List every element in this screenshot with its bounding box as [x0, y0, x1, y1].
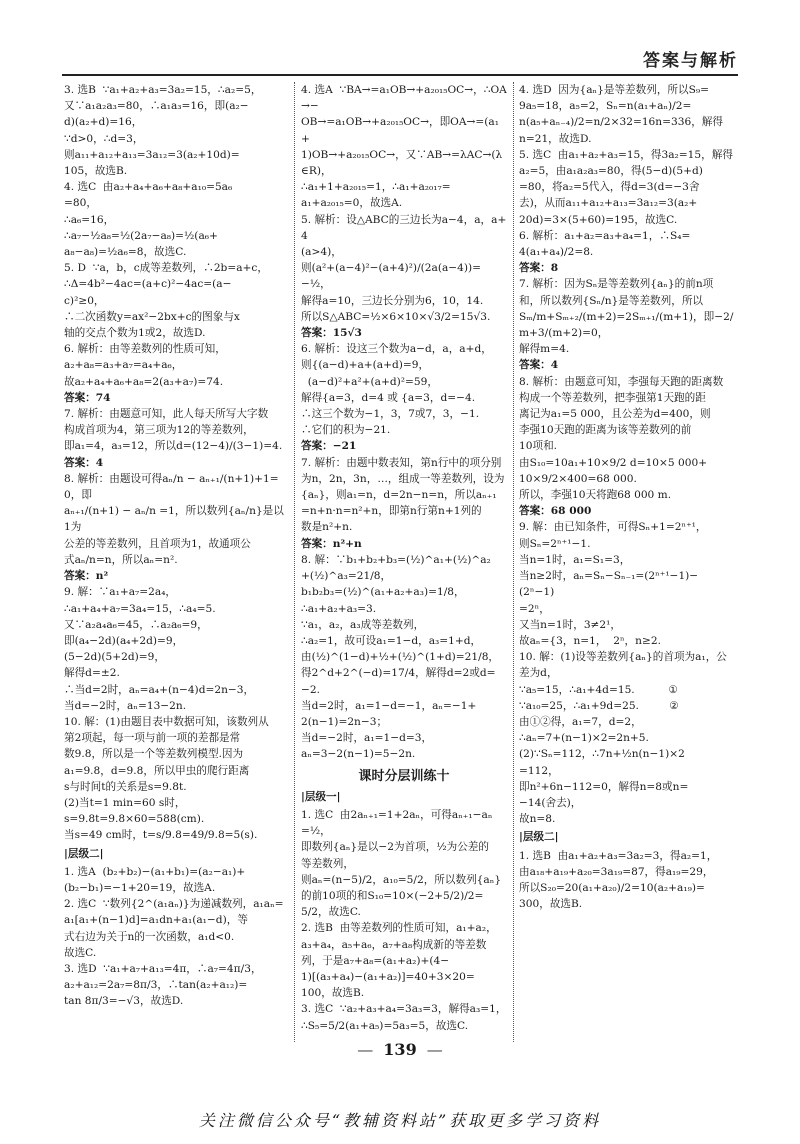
column-left [64, 82, 286, 1042]
solution-line: 则aₙ=(n−5)/2，a₁₀=5/2，所以数列{aₙ} [301, 873, 502, 886]
solution-line: 1)[(a₃+a₄)−(a₁+a₂)]=40+3×20= [301, 970, 475, 983]
solution-line: 20d)=3×(5+60)=195，故选C. [519, 213, 678, 226]
solution-line: b₁b₂b₃=(½)^(a₁+a₂+a₃)=1/8， [301, 586, 465, 599]
solution-line: 由a₁₈+a₁₉+a₂₀=3a₁₉=87，得a₁₉=29， [519, 865, 714, 878]
solution-line: 式右边为关于n的一次函数，a₁d<0. [64, 930, 235, 943]
solution-line: a₂+a₁₂=2a₇=8π/3，∴tan(a₂+a₁₂)= [64, 979, 248, 992]
solution-line: ∴二次函数y=ax²−2bx+c的图象与x [64, 310, 240, 323]
solution-line: 则a₁₁+a₁₂+a₁₃=3a₁₂=3(a₂+10d)= [64, 148, 240, 161]
solution-line: n(a₅+aₙ₋₄)/2=n/2×32=16n=336，解得 [519, 116, 723, 129]
solution-line: 即a₁=4，a₃=12，所以d=(12−4)/(3−1)=4. [64, 440, 283, 453]
solution-line: a₁[a₁+(n−1)d]=a₁dn+a₁(a₁−d)，等 [64, 914, 248, 927]
solution-line: 又∵a₂a₄a₆=45，∴a₂a₆=9， [64, 618, 208, 631]
solution-line: 故a₂+a₄+a₆+a₈=2(a₃+a₇)=74. [64, 375, 224, 388]
solution-line: 所以S₂₀=20(a₁+a₂₀)/2=10(a₂+a₁₉)= [519, 881, 705, 894]
answer-line: 答案：4 [519, 359, 559, 372]
solution-line: 4. 选D 因为{aₙ}是等差数列，所以S₉= [519, 84, 709, 96]
solution-line: ∴a₇−½a₈=½(2a₇−a₈)=½(a₆+ [64, 229, 218, 242]
solution-line: d)(a₂+d)=16， [64, 116, 143, 129]
page-number: 139 [383, 1040, 417, 1059]
solution-line: 即数列{aₙ}是以−2为首项，½为公差的 [301, 841, 489, 854]
solution-line: ∴Δ=4b²−4ac=(a+c)²−4ac=(a− [64, 278, 232, 291]
solution-line: 则{(a−d)+a+(a+d)=9， [301, 359, 430, 372]
page-number-row [0, 1040, 800, 1059]
solution-line: Sₘ/m+Sₘ₊₂/(m+2)=2Sₘ₊₁/(m+1)，即−2/m+3/(m+2)=0， [519, 310, 734, 340]
solution-line: 轴的交点个数为1或2，故选D. [64, 327, 206, 340]
solution-line: 5. 选C 由a₁+a₂+a₃=15，得3a₂=15，解得 [519, 148, 733, 161]
solution-line: n=21，故选D. [519, 132, 592, 145]
solution-line: 故选C. [64, 946, 97, 959]
solution-line: (a−d)²+a²+(a+d)²=59， [301, 375, 438, 388]
solution-line: 故aₙ={3，n=1， 2ⁿ，n≥2. [519, 634, 661, 647]
solution-line: a₁=9.8，d=9.8，所以甲虫的爬行距离 [64, 764, 250, 777]
solution-line: ∴这三个数为−1，3，7或7，3，−1. [301, 408, 480, 421]
solution-line: 离记为a₁=5 000，且公差为d=400，则 [519, 408, 711, 421]
level-heading: |层级一| [301, 790, 341, 803]
solution-line: 第2项起，每一项与前一项的差都是常 [64, 732, 241, 745]
answer-line: 答案：−21 [301, 440, 357, 453]
solution-line: s=9.8t=9.8×60=588(cm). [64, 813, 205, 826]
solution-line: 10项和. [519, 440, 558, 453]
solution-line: 9a₅=18，a₅=2，Sₙ=n(a₁+aₙ)/2= [519, 100, 692, 113]
solution-line: 由(½)^(1−d)+½+(½)^(1+d)=21/8， [301, 651, 500, 664]
solution-line: 6. 解析：由等差数列的性质可知， [64, 343, 226, 356]
solution-line: 当s=49 cm时，t=s/9.8=49/9.8=5(s). [64, 829, 258, 842]
solution-line: 所以S△ABC=½×6×10×√3/2=15√3. [301, 310, 491, 323]
solution-line: 公差的等差数列，且首项为1，故通项公 [64, 537, 251, 550]
solution-line: =112， [519, 764, 559, 777]
answer-line: 答案：8 [519, 262, 559, 275]
solution-line: ∴a₆=16， [64, 213, 115, 226]
solution-line: 105，故选B. [64, 165, 128, 178]
solution-line: ∴它们的积为−21. [301, 424, 391, 437]
solution-line: 4. 选A ∵BA→=a₁OB→+a₂₀₁₅OC→，∴OA→− [301, 84, 507, 113]
solution-line: 当n≥2时，aₙ=Sₙ−Sₙ₋₁=(2ⁿ⁺¹−1)− [519, 570, 699, 583]
solution-line: 7. 解析：因为Sₙ是等差数列{aₙ}的前n项 [519, 278, 714, 291]
solution-line: 1. 选A (b₂+b₂)−(a₁+b₁)=(a₂−a₁)+ [64, 865, 246, 878]
solution-line: 解得m=4. [519, 343, 570, 356]
solution-line: 列，于是a₇+a₈=(a₁+a₂)+(4− [301, 954, 450, 967]
solution-line: 李强10天跑的距离为该等差数列的前 [519, 424, 692, 437]
solution-line: 的前10项的和S₁₀=10×(−2+5/2)/2= [301, 889, 484, 902]
solution-line: 2. 选C ∵数列{2^(a₁aₙ)}为递减数列，a₁aₙ= [64, 898, 284, 911]
solution-line: =80，将a₂=5代入，得d=3(d=−3舍 [519, 181, 700, 194]
solution-line: 解得a=10，三边长分别为6，10，14. [301, 294, 484, 307]
level-heading: |层级二| [64, 847, 104, 860]
solution-line: 6. 解析：a₁+a₂=a₃+a₄=1，∴S₄= [519, 229, 691, 242]
solution-line: 3. 选D ∵a₁+a₇+a₁₃=4π，∴a₇=4π/3， [64, 962, 262, 975]
solution-line: 则(a²+(a−4)²−(a+4)²)/(2a(a−4))=−½， [301, 262, 482, 291]
solution-line: a₂+a₈=a₃+a₇=a₄+a₆， [64, 359, 183, 372]
solution-line: a₂=5，由a₁a₂a₃=80，得(5−d)(5+d) [519, 165, 703, 178]
solution-line: 1. 选C 由2aₙ₊₁=1+2aₙ，可得aₙ₊₁−aₙ [301, 808, 493, 821]
answer-line: 答案：n² [64, 570, 109, 583]
solution-line: 4. 选C 由a₂+a₄+a₆+a₈+a₁₀=5a₆ [64, 181, 233, 194]
solution-line: 5. D ∵a，b，c成等差数列，∴2b=a+c， [64, 262, 268, 275]
answer-line: 答案：68 000 [519, 505, 592, 518]
answer-line: 答案：4 [64, 456, 104, 469]
solution-line: 由①②得，a₁=7，d=2， [519, 715, 642, 728]
solution-line: 2(n−1)=2n−3； [301, 715, 388, 728]
solution-line: 则Sₙ=2ⁿ⁺¹−1. [519, 537, 591, 550]
solution-line: a₁+a₂₀₁₅=0，故选A. [301, 197, 403, 210]
solution-line: ∵d>0，∴d=3， [64, 132, 144, 145]
solution-line: 式aₙ/n=n，所以aₙ=n². [64, 553, 178, 566]
solution-line: (b₂−b₁)=−1+20=19，故选A. [64, 881, 216, 894]
solution-line: 数9.8，所以是一个等差数列模型.因为 [64, 748, 244, 761]
solution-line: 9. 解：∵a₁+a₇=2a₄， [64, 586, 177, 599]
solution-line: 9. 解：由已知条件，可得Sₙ+1=2ⁿ⁺¹， [519, 521, 707, 534]
solution-line: 1. 选B 由a₁+a₂+a₃=3a₂=3，得a₂=1， [519, 849, 718, 862]
solution-line: 10. 解：(1)设等差数列{aₙ}的首项为a₁，公 [519, 651, 727, 664]
section-heading: 课时分层训练十 [358, 768, 450, 784]
solution-line: 数是n²+n. [301, 521, 353, 534]
solution-line: =80， [64, 197, 97, 210]
solution-line: 8. 解析：由题设可得aₙ/n − aₙ₊₁/(n+1)+1=0，即 [64, 472, 279, 502]
solution-line: 3. 选B ∵a₁+a₂+a₃=3a₂=15，∴a₂=5， [64, 84, 262, 96]
solution-line: ∴当d=2时，aₙ=a₄+(n−4)d=2n−3， [64, 683, 255, 696]
solution-line: 3. 选C ∵a₂+a₃+a₄=3a₃=3，解得a₃=1， [301, 1003, 507, 1016]
solution-line: 5/2，故选C. [301, 906, 361, 919]
solution-line: 当n=1时，a₁=S₁=3， [519, 553, 631, 566]
solution-line: a₃+a₄，a₅+a₆，a₇+a₈构成新的等差数 [301, 938, 487, 951]
page-number-dash-right: — [426, 1040, 443, 1059]
solution-line: 10×9/2×400=68 000. [519, 472, 637, 485]
solution-line: 得2^d+2^(−d)=17/4，解得d=2或d=−2. [301, 667, 496, 696]
solution-line: 当d=−2时，aₙ=13−2n. [64, 699, 187, 712]
solution-line: {aₙ}，则a₁=n，d=2n−n=n，所以aₙ₊₁ [301, 489, 497, 502]
solution-line: ∴a₁+1+a₂₀₁₅=1，∴a₁+a₂₀₁₇= [301, 181, 451, 194]
solution-line: 当d=−2时，a₁=1−d=3， [301, 732, 433, 745]
solution-line: tan 8π/3=−√3，故选D. [64, 995, 184, 1008]
solution-line: 去)，从而a₁₁+a₁₂+a₁₃=3a₁₂=3(a₂+ [519, 197, 698, 210]
solution-line: 解得{a=3，d=4 或 {a=3，d=−4. [301, 391, 476, 404]
solution-line: ∵a₁₀=25，∴a₁+9d=25. ② [519, 699, 679, 712]
solution-line: ∴aₙ=7+(n−1)×2=2n+5. [519, 732, 649, 745]
solution-line: 5. 解析：设△ABC的三边长为a−4，a，a+4 [301, 213, 507, 242]
solution-line: 为n，2n，3n，…，组成一等差数列，设为 [301, 472, 505, 485]
solution-line: ∴a₁+a₂+a₃=3. [301, 602, 377, 615]
solution-line: ∵a₅=15，∴a₁+4d=15. ① [519, 683, 678, 696]
solution-line: 和，所以数列{Sₙ/n}是等差数列，所以 [519, 294, 704, 307]
solution-line: OB→=a₁OB→+a₂₀₁₅OC→，即OA→=(a₁+ [301, 116, 499, 145]
solution-line: 100，故选B. [301, 987, 365, 1000]
solution-line: 4(a₁+a₄)/2=8. [519, 246, 594, 259]
column-divider-1 [294, 82, 295, 1042]
solution-line: ∴a₁+a₄+a₇=3a₄=15，∴a₄=5. [64, 602, 216, 615]
solution-line: =n+n·n=n²+n，即第n行第n+1列的 [301, 505, 482, 518]
answer-line: 答案：15√3 [301, 327, 362, 340]
solution-line: 2. 选B 由等差数列的性质可知，a₁+a₂， [301, 922, 497, 935]
solution-line: ∴a₂=1，故可设a₁=1−d，a₃=1+d， [301, 634, 482, 647]
solution-line: ∴S₅=5/2(a₁+a₅)=5a₃=5，故选C. [301, 1019, 469, 1032]
solution-line: =2ⁿ， [519, 602, 550, 615]
level-heading: |层级二| [519, 831, 559, 844]
solution-line: aₙ₊₁/(n+1) − aₙ/n =1，所以数列{aₙ/n}是以1为 [64, 505, 284, 534]
page-number-dash-left: — [357, 1040, 374, 1059]
solution-line: 又∵a₁a₂a₃=80，∴a₁a₃=16，即(a₂− [64, 100, 249, 113]
solution-line: 又当n=1时，3≠2¹， [519, 618, 622, 631]
solution-line: 解得d=±2. [64, 667, 120, 680]
solution-line: 300，故选B. [519, 898, 583, 911]
solution-line: 8. 解析：由题意可知，李强每天跑的距离数 [519, 375, 724, 388]
footer-promo-text: 关注微信公众号“教辅资料站”获取更多学习资料 [198, 1111, 602, 1130]
solution-line: aₙ=3−2(n−1)=5−2n. [301, 748, 416, 761]
solution-line: (5−2d)(5+2d)=9， [64, 651, 166, 664]
solution-line: s与时间t的关系是s=9.8t. [64, 780, 187, 793]
solution-line: 10. 解：(1)由题目表中数据可知，该数列从 [64, 715, 269, 728]
solution-line: +(½)^a₃=21/8， [301, 570, 392, 583]
solution-line: a₈−a₈)=½a₆=8，故选C. [64, 246, 187, 259]
solution-line: 7. 解析：由题意可知，此人每天所写大字数 [64, 408, 269, 421]
solution-line: 当d=2时，a₁=1−d=−1，aₙ=−1+ [301, 699, 477, 712]
solution-line: 由S₁₀=10a₁+10×9/2 d=10×5 000+ [519, 456, 708, 469]
solution-line: 构成首项为4，第三项为12的等差数列， [64, 424, 254, 437]
column-right [519, 82, 739, 1042]
solution-line: ∵a₁，a₂，a₃成等差数列， [301, 618, 425, 631]
solution-line: 构成一个等差数列，把李强第1天跑的距 [519, 391, 706, 404]
solution-line: 1)OB→+a₂₀₁₅OC→，又∵AB→=λAC→(λ∈R)， [301, 148, 503, 178]
solution-line: (2ⁿ−1) [519, 586, 555, 599]
solution-line: (2)∵Sₙ=112，∴7n+½n(n−1)×2 [519, 748, 685, 761]
solution-line: 差为d， [519, 667, 558, 680]
solution-line: 6. 解析：设这三个数为a−d，a，a+d， [301, 343, 492, 356]
solution-line: 7. 解析：由题中数表知，第n行中的项分别 [301, 456, 502, 469]
solution-line: 等差数列， [301, 857, 354, 870]
answer-line: 答案：n²+n [301, 537, 362, 550]
solution-line: (a>4)， [301, 246, 342, 259]
solution-line: (2)当t=1 min=60 s时， [64, 796, 186, 809]
solution-line: =½， [301, 825, 331, 838]
solution-line: 即(a₄−2d)(a₄+2d)=9， [64, 634, 184, 647]
solution-line: 8. 解：∵b₁+b₂+b₃=(½)^a₁+(½)^a₂ [301, 553, 491, 566]
column-middle [301, 82, 507, 1042]
solution-line: 所以，李强10天将跑68 000 m. [519, 489, 672, 502]
answer-line: 答案：74 [64, 391, 111, 404]
solution-line: 即n²+6n−112=0，解得n=8或n= [519, 780, 689, 793]
header-rule [62, 74, 738, 76]
solution-line: −14(舍去)， [519, 796, 582, 809]
solution-line: 故n=8. [519, 813, 556, 826]
running-header-title: 答案与解析 [643, 51, 738, 71]
column-divider-2 [513, 82, 514, 1042]
solution-line: c)²≥0， [64, 294, 105, 307]
